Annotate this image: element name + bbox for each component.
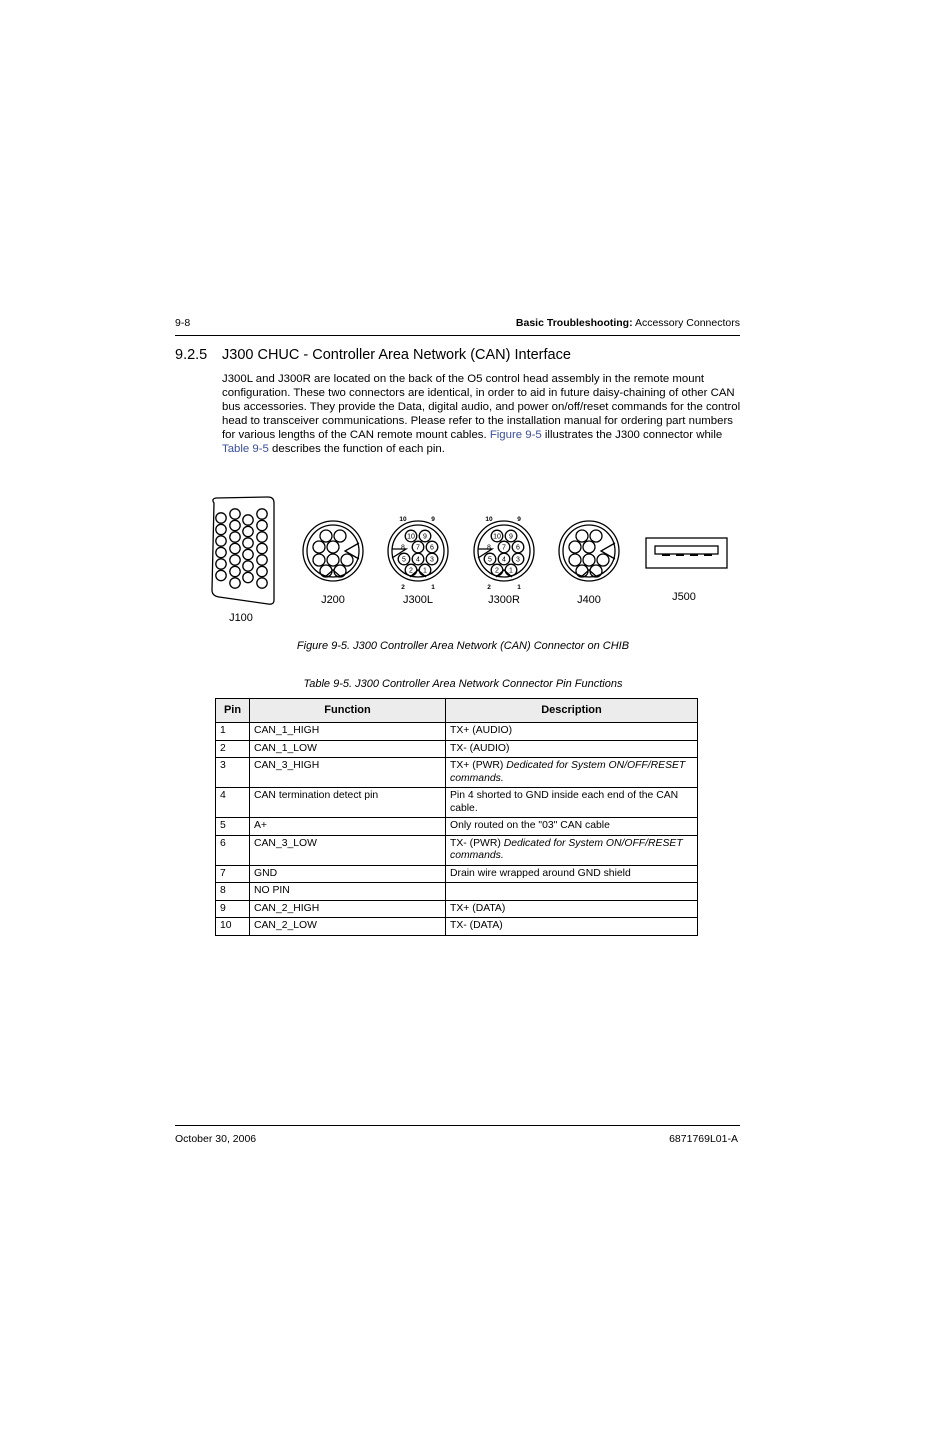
j100-pin xyxy=(257,509,267,519)
table-row xyxy=(216,818,698,836)
header-pin: Pin xyxy=(216,699,250,723)
j300r-pin-number: 5 xyxy=(488,556,492,564)
j400-pin xyxy=(583,554,595,566)
table-row xyxy=(216,758,698,788)
description-cell xyxy=(446,918,698,936)
description-text: Pin 4 shorted to GND inside each end of the CAN cable. xyxy=(450,790,679,814)
j400-pin xyxy=(576,530,588,542)
description-cell xyxy=(446,818,698,836)
function-cell: CAN_3_LOW xyxy=(250,835,446,865)
j300r-pin-number: 2 xyxy=(495,567,499,575)
j200-pin xyxy=(327,541,339,553)
function-cell: A+ xyxy=(250,818,446,836)
table-row xyxy=(216,723,698,741)
j400-pin xyxy=(597,554,609,566)
description-text: TX- (DATA) xyxy=(450,920,503,931)
function-cell: CAN_3_HIGH xyxy=(250,758,446,788)
connector-label-j300r: J300R xyxy=(488,594,520,606)
description-cell xyxy=(446,883,698,901)
j300l-outer-label: 9 xyxy=(431,516,435,523)
j500-contact xyxy=(690,554,698,556)
j100-pin xyxy=(257,566,267,576)
j100-pin xyxy=(243,572,253,582)
function-cell: CAN_2_LOW xyxy=(250,918,446,936)
j100-pin xyxy=(257,543,267,553)
description-cell xyxy=(446,900,698,918)
pin-cell: 9 xyxy=(216,900,250,918)
description-cell xyxy=(446,740,698,758)
j100-pin xyxy=(243,538,253,548)
description-text: TX+ (DATA) xyxy=(450,902,506,914)
j100-pin xyxy=(243,526,253,536)
figure-caption: Figure 9-5. J300 Controller Area Network (CAN) Connector on CHIB xyxy=(296,640,630,652)
pin-cell: 7 xyxy=(216,865,250,883)
j300l-pin-number: 1 xyxy=(423,567,427,575)
connector-label-j200: J200 xyxy=(321,594,345,606)
j300l-pin-number: 4 xyxy=(416,556,420,564)
section-number: 9.2.5 xyxy=(175,347,208,363)
j200-pin xyxy=(320,565,332,577)
j200-pin xyxy=(327,554,339,566)
j200-pin xyxy=(341,554,353,566)
j100-pin xyxy=(257,578,267,588)
running-header-bold: Basic Troubleshooting: xyxy=(515,317,633,329)
j100-pin xyxy=(230,578,240,588)
table-row xyxy=(216,788,698,818)
running-header-rest: Accessory Connectors xyxy=(632,317,740,329)
j100-pin xyxy=(230,543,240,553)
j300l-pin-number: 8 xyxy=(401,544,405,552)
table-header-row xyxy=(216,699,698,723)
j300r-outer-label: 9 xyxy=(517,516,521,523)
description-text: Only routed on the "03" CAN cable xyxy=(450,820,610,831)
pin-cell: 6 xyxy=(216,835,250,865)
description-text: TX- (AUDIO) xyxy=(450,742,510,754)
j300l-outer-label: 2 xyxy=(401,584,405,591)
j100-pin xyxy=(216,559,226,569)
description-cell xyxy=(446,835,698,865)
function-cell: CAN_1_HIGH xyxy=(250,723,446,741)
j300r-pin-number: 4 xyxy=(502,556,506,564)
table-caption: Table 9-5. J300 Controller Area Network Connector Pin Functions xyxy=(303,678,623,690)
j400-pin xyxy=(583,541,595,553)
paragraph-text: illustrates the J300 connector while xyxy=(541,429,723,441)
j300l-pin-number: 7 xyxy=(416,544,420,552)
pin-cell: 4 xyxy=(216,788,250,818)
j500-tongue xyxy=(655,546,718,554)
function-cell: CAN_2_HIGH xyxy=(250,900,446,918)
page-number: 9-8 xyxy=(175,317,191,329)
table-row xyxy=(216,900,698,918)
description-cell xyxy=(446,788,698,818)
j300r-outer-label: 2 xyxy=(487,584,491,591)
description-cell xyxy=(446,723,698,741)
connector-label-j400: J400 xyxy=(577,594,601,606)
j300r-pin-number: 3 xyxy=(516,556,520,564)
j100-pin xyxy=(230,520,240,530)
pin-cell: 1 xyxy=(216,723,250,741)
pin-cell: 5 xyxy=(216,818,250,836)
description-cell xyxy=(446,865,698,883)
pin-function-table xyxy=(215,698,698,936)
j100-pin xyxy=(257,520,267,530)
j500-contact xyxy=(676,554,684,556)
j400-pin xyxy=(590,565,602,577)
connector-label-j300l: J300L xyxy=(403,594,433,606)
j400-pin xyxy=(576,565,588,577)
j100-pin xyxy=(216,513,226,523)
j100-pin xyxy=(257,532,267,542)
j300r-pin-number: 8 xyxy=(487,544,491,552)
table-row xyxy=(216,740,698,758)
j300l-pin-number: 6 xyxy=(430,544,434,552)
j300r-pin-number: 7 xyxy=(502,544,506,552)
j100-pin xyxy=(230,566,240,576)
j300r-pin-number: 1 xyxy=(509,567,513,575)
pin-cell: 2 xyxy=(216,740,250,758)
j400-pin xyxy=(569,541,581,553)
table-row xyxy=(216,835,698,865)
table-row xyxy=(216,883,698,901)
description-cell xyxy=(446,758,698,788)
pin-cell: 10 xyxy=(216,918,250,936)
footer-date: October 30, 2006 xyxy=(175,1133,257,1145)
j300l-pin-number: 10 xyxy=(407,533,415,541)
j400-pin xyxy=(569,554,581,566)
j400-shell xyxy=(559,521,619,581)
j200-pin xyxy=(320,530,332,542)
j200-pin xyxy=(313,554,325,566)
table-row xyxy=(216,918,698,936)
j500-shell xyxy=(646,538,727,568)
function-cell: GND xyxy=(250,865,446,883)
j300l-pin-number: 2 xyxy=(409,567,413,575)
j300l-pin-number: 9 xyxy=(423,533,427,541)
footer-doc-number: 6871769L01-A xyxy=(669,1133,738,1145)
j300r-pin-number: 10 xyxy=(493,533,501,541)
paragraph-text: describes the function of each pin. xyxy=(268,443,445,455)
pin-cell: 3 xyxy=(216,758,250,788)
j100-pin xyxy=(216,570,226,580)
pin-cell: 8 xyxy=(216,883,250,901)
description-text: Drain wire wrapped around GND shield xyxy=(450,867,631,879)
j100-pin xyxy=(230,509,240,519)
j100-pin xyxy=(243,549,253,559)
connector-figure xyxy=(0,0,926,640)
function-cell: CAN termination detect pin xyxy=(250,788,446,818)
j300l-pin-number: 3 xyxy=(430,556,434,564)
j300l-pin-number: 5 xyxy=(402,556,406,564)
j100-pin xyxy=(243,515,253,525)
section-title: J300 CHUC - Controller Area Network (CAN) Interface xyxy=(222,347,571,363)
description-note: Dedicated for System ON/OFF/RESET commands. xyxy=(450,837,683,861)
description-text: TX+ (AUDIO) xyxy=(450,725,513,736)
table-link[interactable]: Table 9-5 xyxy=(222,443,269,455)
j200-pin xyxy=(334,565,346,577)
connector-label-j100: J100 xyxy=(229,612,253,624)
j300r-outer-label: 1 xyxy=(517,584,521,591)
description-text: TX+ (PWR) xyxy=(450,760,507,771)
j100-pin xyxy=(243,561,253,571)
figure-link[interactable]: Figure 9-5 xyxy=(489,429,542,441)
j100-pin xyxy=(216,547,226,557)
paragraph-text: J300L and J300R are located on the back of the O5 control head assembly in the remote mount configuration. These two connectors are identical, in order to aid in future daisy-chaining of other CAN bus accessories. They provide the Data, digital audio, and power on/off/reset commands for the control head to transceiver communications. Please refer to the installation manual for ordering part numbers for various lengths of the CAN remote mount cables. xyxy=(222,373,741,441)
j300r-pin-number: 9 xyxy=(509,533,513,541)
j300r-outer-label: 10 xyxy=(485,516,493,523)
j100-pin xyxy=(257,555,267,565)
j500-contact xyxy=(704,554,712,556)
j100-pin xyxy=(230,555,240,565)
connector-label-j500: J500 xyxy=(672,591,696,603)
j400-pin xyxy=(590,530,602,542)
function-cell: CAN_1_LOW xyxy=(250,740,446,758)
j100-pin xyxy=(216,524,226,534)
j300l-outer-label: 10 xyxy=(399,516,407,523)
description-note: Dedicated for System ON/OFF/RESET commands. xyxy=(450,760,686,784)
header-function: Function xyxy=(250,699,446,723)
j200-shell xyxy=(303,521,363,581)
j300l-outer-label: 1 xyxy=(431,584,435,591)
table-row xyxy=(216,865,698,883)
j200-pin xyxy=(334,530,346,542)
j500-contact xyxy=(662,554,670,556)
header-description: Description xyxy=(446,699,698,723)
j100-pin xyxy=(230,532,240,542)
function-cell: NO PIN xyxy=(250,883,446,901)
footer-rule xyxy=(175,1125,740,1126)
j100-pin xyxy=(216,536,226,546)
j300r-pin-number: 6 xyxy=(516,544,520,552)
description-text: TX- (PWR) xyxy=(450,837,504,849)
j200-pin xyxy=(313,541,325,553)
